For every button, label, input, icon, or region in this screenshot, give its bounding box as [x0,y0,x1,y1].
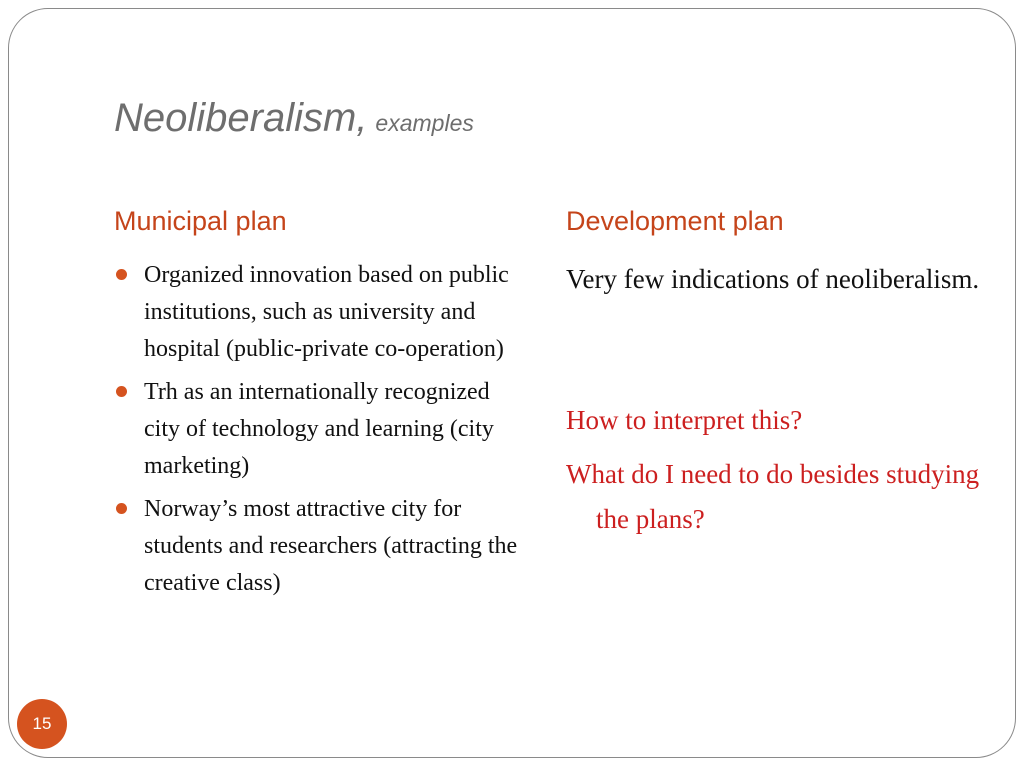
bullet-item [114,257,524,368]
bullet-text: Organized innovation based on public institutions, such as university and hospital (public-private co-operation) [144,262,509,362]
right-statement: Very few indications of neoliberalism. [566,264,980,294]
bullet-text: Trh as an internationally recognized city of technology and learning (city marketing) [144,379,494,479]
bullet-dot-icon [116,503,127,514]
bullet-dot-icon [116,386,127,397]
bullet-dot-icon [116,269,127,280]
left-column-heading: Municipal plan [114,206,287,236]
bullet-list [114,257,524,608]
title-main: Neoliberalism, [114,96,368,140]
title-sub: examples [375,110,474,136]
bullet-text: Norway’s most attractive city for students and researchers (attracting the creative class) [144,496,518,596]
right-column-heading: Development plan [566,206,784,236]
page-number-badge: 15 [17,699,67,749]
bullet-item [114,491,524,602]
question-besides-plans: What do I need to do besides studying the plans? [566,459,980,534]
bullet-item [114,374,524,485]
slide-title [114,96,474,141]
question-interpret: How to interpret this? [566,405,803,435]
